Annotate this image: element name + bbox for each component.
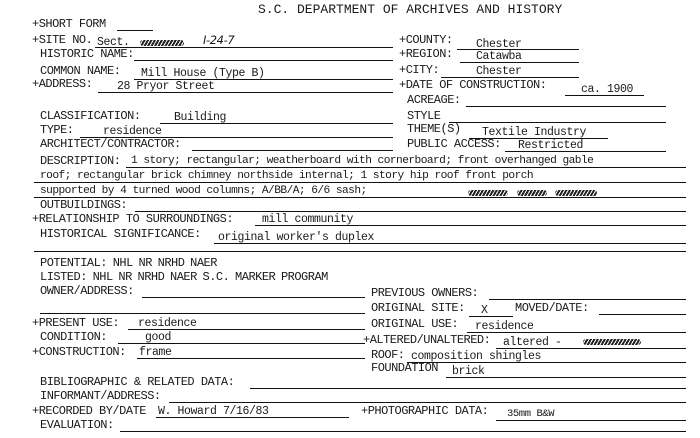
site-no-line xyxy=(95,47,393,48)
significance-value: original worker's duplex xyxy=(218,231,375,244)
type-label: TYPE: xyxy=(40,123,74,137)
classification-line xyxy=(160,123,393,124)
original-use-label: ORIGINAL USE: xyxy=(371,317,459,331)
relationship-line xyxy=(255,225,686,226)
acreage-line xyxy=(466,106,666,107)
short-form-line xyxy=(117,30,153,31)
condition-label: CONDITION: xyxy=(40,330,108,344)
common-name-value: Mill House (Type B) xyxy=(141,67,265,80)
historic-name-label: HISTORIC NAME: xyxy=(40,47,134,61)
site-no-value: Sect. xyxy=(97,36,130,49)
description-underline-1 xyxy=(126,167,686,168)
moved-date-label: MOVED/DATE: xyxy=(515,301,589,315)
architect-label: ARCHITECT/CONTRACTOR: xyxy=(40,137,181,151)
style-label: STYLE xyxy=(407,109,441,123)
owner-address-line xyxy=(142,297,365,298)
previous-owners-line xyxy=(489,299,686,300)
architect-line xyxy=(192,150,393,151)
outbuildings-label: OUTBUILDINGS: xyxy=(40,198,128,212)
photographic-label: +PHOTOGRAPHIC DATA: xyxy=(361,404,489,418)
condition-line xyxy=(118,343,365,344)
bibliographic-label: BIBLIOGRAPHIC & RELATED DATA: xyxy=(40,375,235,389)
description-underline-2 xyxy=(34,182,686,183)
bibliographic-line xyxy=(250,388,686,389)
form-title: S.C. DEPARTMENT OF ARCHIVES AND HISTORY xyxy=(258,2,563,17)
relationship-label: +RELATIONSHIP TO SURROUNDINGS: xyxy=(32,212,234,226)
roof-label: ROOF: xyxy=(371,348,405,362)
listed-label: LISTED: NHL NR NRHD NAER S.C. MARKER PROGRAM xyxy=(40,270,328,284)
scribble-mark xyxy=(583,339,641,345)
recorded-by-value: W. Howard 7/16/83 xyxy=(158,405,269,418)
owner-address-line-2 xyxy=(40,313,365,314)
roof-value: composition shingles xyxy=(411,350,542,363)
site-no-label: +SITE NO. xyxy=(32,33,93,47)
foundation-label: FOUNDATION xyxy=(371,361,439,375)
original-site-line xyxy=(469,316,513,317)
foundation-line xyxy=(446,377,686,378)
address-line xyxy=(98,92,393,93)
site-no-code: I-24-7 xyxy=(203,33,235,47)
construction-label: +CONSTRUCTION: xyxy=(32,345,126,359)
roof-line xyxy=(407,362,686,363)
region-label: +REGION: xyxy=(399,47,453,61)
county-label: +COUNTY: xyxy=(399,33,453,47)
scribble-mark xyxy=(517,190,547,196)
construction-line xyxy=(137,358,365,359)
description-label: DESCRIPTION: xyxy=(40,154,121,168)
present-use-label: +PRESENT USE: xyxy=(32,316,120,330)
scribble-mark xyxy=(468,190,508,196)
common-name-label: COMMON NAME: xyxy=(40,64,121,78)
address-value: 28 Pryor Street xyxy=(117,80,215,93)
original-site-value: X xyxy=(481,304,488,317)
original-use-line xyxy=(467,332,686,333)
description-line-1: 1 story; rectangular; weatherboard with cornerboard; front overhanged gable xyxy=(131,155,594,167)
city-value: Chester xyxy=(476,65,522,78)
recorded-by-line xyxy=(156,417,349,418)
date-construction-value: ca. 1900 xyxy=(581,83,634,96)
public-access-value: Restricted xyxy=(518,139,584,152)
historic-name-line xyxy=(134,60,393,61)
present-use-line xyxy=(128,329,365,330)
short-form-label: +SHORT FORM xyxy=(32,17,106,31)
informant-label: INFORMANT/ADDRESS: xyxy=(40,389,161,403)
photographic-line xyxy=(496,420,686,421)
address-label: +ADDRESS: xyxy=(32,77,93,91)
original-site-label: ORIGINAL SITE: xyxy=(371,301,465,315)
moved-date-line xyxy=(599,314,686,315)
description-line-3: supported by 4 turned wood columns; A/BB/A; 6/6 sash; xyxy=(40,185,367,197)
description-line-2: roof; rectangular brick chimney northside internal; 1 story hip roof front porch xyxy=(40,170,534,182)
city-label: +CITY: xyxy=(399,63,440,77)
acreage-label: ACREAGE: xyxy=(407,93,461,107)
present-use-value: residence xyxy=(138,317,197,330)
significance-label: HISTORICAL SIGNIFICANCE: xyxy=(40,227,201,241)
photographic-value: 35mm B&W xyxy=(507,408,555,420)
type-value: residence xyxy=(103,125,162,138)
scribble-mark xyxy=(555,190,597,196)
recorded-by-label: +RECORDED BY/DATE xyxy=(32,404,146,418)
evaluation-line xyxy=(120,431,686,432)
foundation-value: brick xyxy=(452,365,485,378)
region-value: Catawba xyxy=(476,50,522,63)
potential-label: POTENTIAL: NHL NR NRHD NAER xyxy=(40,256,217,270)
date-construction-label: +DATE OF CONSTRUCTION: xyxy=(399,78,547,92)
themes-label: THEME(S) xyxy=(407,122,461,136)
public-access-line xyxy=(505,151,666,152)
original-use-value: residence xyxy=(475,320,534,333)
informant-line xyxy=(169,402,686,403)
condition-value: good xyxy=(145,331,172,344)
altered-label: +ALTERED/UNALTERED: xyxy=(363,333,491,347)
evaluation-label: EVALUATION: xyxy=(40,418,114,432)
section-divider xyxy=(34,251,686,252)
significance-line xyxy=(214,243,686,244)
scribble-mark xyxy=(140,40,184,46)
altered-line xyxy=(496,348,686,349)
date-construction-line xyxy=(565,95,644,96)
altered-value: altered - xyxy=(503,336,562,349)
public-access-label: PUBLIC ACCESS: xyxy=(407,137,501,151)
owner-address-label: OWNER/ADDRESS: xyxy=(40,284,134,298)
description-underline-3 xyxy=(34,197,686,198)
county-value: Chester xyxy=(476,38,522,51)
region-line xyxy=(460,62,579,63)
classification-label: CLASSIFICATION: xyxy=(40,109,141,123)
themes-value: Textile Industry xyxy=(482,126,587,139)
previous-owners-label: PREVIOUS OWNERS: xyxy=(371,286,479,300)
style-line xyxy=(449,122,666,123)
classification-value: Building xyxy=(174,111,227,124)
relationship-value: mill community xyxy=(262,213,354,226)
construction-value: frame xyxy=(139,346,172,359)
